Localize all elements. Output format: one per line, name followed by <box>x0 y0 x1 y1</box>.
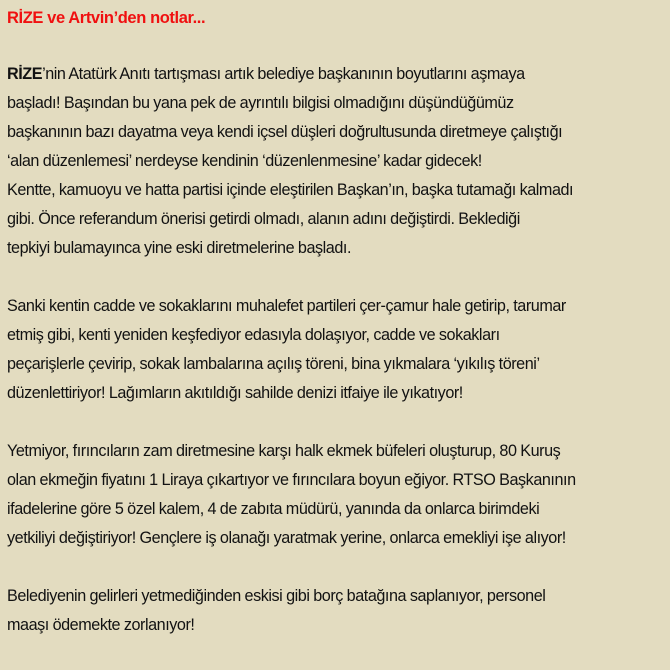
paragraph-line: maaşı ödemekte zorlanıyor! <box>7 616 195 634</box>
paragraph-line: peçarişlerle çevirip, sokak lambalarına açılış töreni, bina yıkmalara ‘yıkılış töreni’ <box>7 355 540 373</box>
paragraph-line: gibi. Önce referandum önerisi getirdi olmadı, alanın adını değiştirdi. Beklediği <box>7 210 520 228</box>
paragraph-line: yetkiliyi değiştiriyor! Gençlere iş olanağı yaratmak yerine, onlarca emekliyi işe alıyor! <box>7 529 566 547</box>
paragraph-line: ifadelerine göre 5 özel kalem, 4 de zabıta müdürü, yanında da onlarca birimdeki <box>7 500 540 518</box>
article <box>7 0 670 640</box>
lead-bold-text: RİZE <box>7 65 43 83</box>
article-title: RİZE ve Artvin’den notlar... <box>7 9 206 27</box>
paragraph-line-text: ’nin Atatürk Anıtı tartışması artık belediye başkanının boyutlarını aşmaya <box>42 65 525 83</box>
paragraph-line: Yetmiyor, fırıncıların zam diretmesine karşı halk ekmek büfeleri oluşturup, 80 Kuruş <box>7 442 561 460</box>
paragraph-line: etmiş gibi, kenti yeniden keşfediyor edasıyla dolaşıyor, cadde ve sokakları <box>7 326 500 344</box>
paragraph-3 <box>7 437 670 553</box>
paragraph-line: başladı! Başından bu yana pek de ayrıntılı bilgisi olmadığını düşündüğümüz <box>7 94 514 112</box>
paragraph-line: ‘alan düzenlemesi’ nerdeyse kendinin ‘düzenlenmesine’ kadar gidecek! <box>7 152 482 170</box>
paragraph-line: Belediyenin gelirleri yetmediğinden eskisi gibi borç batağına saplanıyor, personel <box>7 587 546 605</box>
paragraph-line: tepkiyi bulamayınca yine eski diretmelerine başladı. <box>7 239 351 257</box>
paragraph-line: Sanki kentin cadde ve sokaklarını muhalefet partileri çer-çamur hale getirip, tarumar <box>7 297 566 315</box>
paragraph-line: olan ekmeğin fiyatını 1 Liraya çıkartıyor ve fırıncılara boyun eğiyor. RTSO Başkanının <box>7 471 576 489</box>
paragraph-2 <box>7 292 670 408</box>
paragraph-line: Kentte, kamuoyu ve hatta partisi içinde eleştirilen Başkan’ın, başka tutamağı kalmadı <box>7 181 574 199</box>
paragraph-line <box>7 60 670 89</box>
paragraph-line: düzenlettiriyor! Lağımların akıtıldığı sahilde denizi itfaiye ile yıkatıyor! <box>7 384 463 402</box>
paragraph-1 <box>7 60 670 263</box>
paragraph-4 <box>7 582 670 640</box>
paragraph-line: başkanının bazı dayatma veya kendi içsel düşleri doğrultusunda diretmeye çalıştığı <box>7 123 563 141</box>
